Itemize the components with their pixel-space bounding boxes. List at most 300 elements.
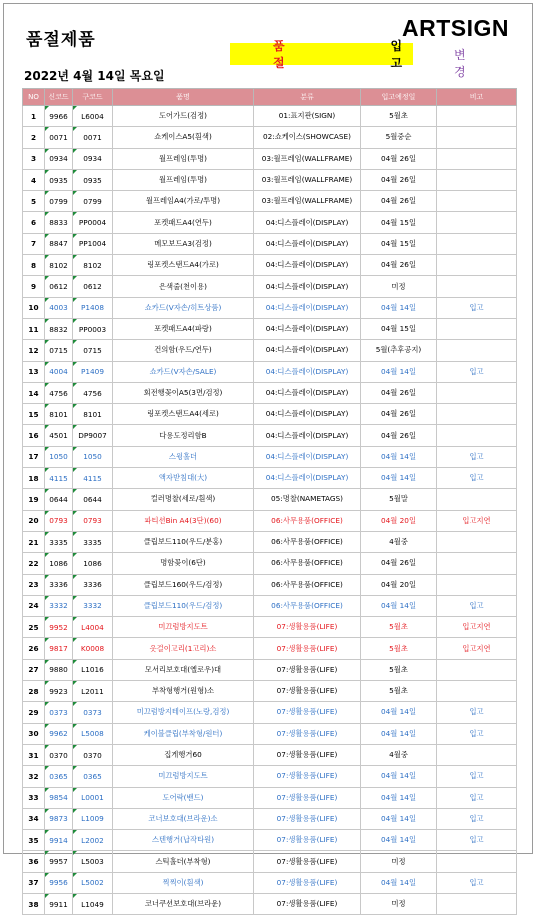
cell-no: 12: [23, 340, 45, 361]
cell-note: [437, 340, 517, 361]
cell-new-code: 0793: [45, 510, 73, 531]
cell-product-name: 다용도정리함B: [113, 425, 254, 446]
cell-old-code: K0008: [73, 638, 113, 659]
cell-note: [437, 489, 517, 510]
table-row: [23, 787, 517, 808]
cell-note: [437, 255, 517, 276]
cell-old-code: PP0003: [73, 318, 113, 339]
cell-product-name: 스틱홀더(부착형): [113, 851, 254, 872]
table-row: [23, 318, 517, 339]
cell-category: 01:표지판(SIGN): [254, 106, 361, 127]
table-row: [23, 489, 517, 510]
cell-old-code: 4115: [73, 468, 113, 489]
table-row: [23, 617, 517, 638]
cell-note: [437, 553, 517, 574]
cell-new-code: 0934: [45, 148, 73, 169]
cell-expected-date: 5월말: [361, 489, 437, 510]
cell-expected-date: 04월 26일: [361, 382, 437, 403]
cell-product-name: 스윙홀더: [113, 446, 254, 467]
cell-no: 20: [23, 510, 45, 531]
cell-category: 07:생활용품(LIFE): [254, 617, 361, 638]
table-row: [23, 744, 517, 765]
table-row: [23, 276, 517, 297]
cell-new-code: 9966: [45, 106, 73, 127]
table-row: [23, 127, 517, 148]
cell-product-name: 링포켓스탠드A4(가로): [113, 255, 254, 276]
cell-old-code: PP0004: [73, 212, 113, 233]
cell-expected-date: 미정: [361, 851, 437, 872]
cell-product-name: 포켓패드A4(파랑): [113, 318, 254, 339]
cell-new-code: 9956: [45, 872, 73, 893]
cell-note: 입고지연: [437, 638, 517, 659]
table-row: [23, 574, 517, 595]
cell-note: [437, 148, 517, 169]
legend-restocked: 입고: [390, 39, 403, 70]
cell-note: [437, 106, 517, 127]
cell-note: [437, 851, 517, 872]
cell-new-code: 9854: [45, 787, 73, 808]
cell-expected-date: 미정: [361, 893, 437, 914]
status-legend: [230, 39, 466, 79]
table-row: [23, 766, 517, 787]
table-header-row: [23, 89, 517, 106]
cell-note: [437, 425, 517, 446]
table-row: [23, 808, 517, 829]
cell-no: 31: [23, 744, 45, 765]
cell-old-code: 0715: [73, 340, 113, 361]
cell-product-name: 케이블클립(부착형/원터): [113, 723, 254, 744]
cell-new-code: 9873: [45, 808, 73, 829]
cell-category: 07:생활용품(LIFE): [254, 744, 361, 765]
cell-expected-date: 04월 14일: [361, 766, 437, 787]
table-row: [23, 659, 517, 680]
cell-new-code: 0071: [45, 127, 73, 148]
cell-product-name: 도어가드(검정): [113, 106, 254, 127]
cell-no: 2: [23, 127, 45, 148]
cell-old-code: L2002: [73, 830, 113, 851]
cell-new-code: 0365: [45, 766, 73, 787]
cell-no: 3: [23, 148, 45, 169]
cell-no: 1: [23, 106, 45, 127]
cell-old-code: 3336: [73, 574, 113, 595]
brand-logo: ARTSIGN: [402, 15, 509, 41]
cell-product-name: 월프레임(투명): [113, 169, 254, 190]
cell-old-code: P1408: [73, 297, 113, 318]
table-row: [23, 638, 517, 659]
cell-old-code: L1009: [73, 808, 113, 829]
cell-expected-date: 5월초: [361, 681, 437, 702]
cell-no: 9: [23, 276, 45, 297]
table-row: [23, 468, 517, 489]
cell-expected-date: 4월중: [361, 531, 437, 552]
cell-no: 19: [23, 489, 45, 510]
cell-no: 22: [23, 553, 45, 574]
cell-old-code: 3332: [73, 595, 113, 616]
cell-old-code: DP9007: [73, 425, 113, 446]
cell-category: 04:디스플레이(DISPLAY): [254, 425, 361, 446]
cell-old-code: 1050: [73, 446, 113, 467]
cell-no: 36: [23, 851, 45, 872]
table-row: [23, 510, 517, 531]
cell-old-code: L5003: [73, 851, 113, 872]
table-row: [23, 531, 517, 552]
cell-note: 입고: [437, 787, 517, 808]
cell-product-name: 코너쿠션보호대(브라운): [113, 893, 254, 914]
cell-old-code: L2011: [73, 681, 113, 702]
cell-expected-date: 04월 14일: [361, 808, 437, 829]
col-category: 분류: [254, 89, 361, 106]
cell-new-code: 3332: [45, 595, 73, 616]
cell-product-name: 집게행거60: [113, 744, 254, 765]
cell-category: 06:사무용품(OFFICE): [254, 595, 361, 616]
cell-note: [437, 744, 517, 765]
cell-product-name: 클립보드110(우드/검정): [113, 595, 254, 616]
cell-no: 25: [23, 617, 45, 638]
cell-no: 13: [23, 361, 45, 382]
cell-expected-date: 04월 14일: [361, 702, 437, 723]
cell-expected-date: 04월 14일: [361, 446, 437, 467]
out-of-stock-table: [22, 88, 517, 915]
cell-no: 26: [23, 638, 45, 659]
cell-new-code: 4003: [45, 297, 73, 318]
cell-category: 03:월프레임(WALLFRAME): [254, 148, 361, 169]
cell-no: 6: [23, 212, 45, 233]
cell-expected-date: 04월 15일: [361, 318, 437, 339]
cell-category: 07:생활용품(LIFE): [254, 872, 361, 893]
cell-new-code: 9911: [45, 893, 73, 914]
cell-old-code: 3335: [73, 531, 113, 552]
table-row: [23, 297, 517, 318]
cell-expected-date: 04월 26일: [361, 404, 437, 425]
col-expected-date: 입고예정일: [361, 89, 437, 106]
cell-product-name: 링포켓스탠드A4(세로): [113, 404, 254, 425]
cell-note: 입고: [437, 830, 517, 851]
table-row: [23, 191, 517, 212]
cell-product-name: 쇼카드(V자손/SALE): [113, 361, 254, 382]
table-row: [23, 830, 517, 851]
cell-product-name: 월프레임A4(가로/투명): [113, 191, 254, 212]
cell-note: 입고: [437, 446, 517, 467]
cell-no: 18: [23, 468, 45, 489]
cell-category: 07:생활용품(LIFE): [254, 851, 361, 872]
cell-category: 03:월프레임(WALLFRAME): [254, 169, 361, 190]
cell-no: 4: [23, 169, 45, 190]
cell-category: 06:사무용품(OFFICE): [254, 531, 361, 552]
cell-category: 06:사무용품(OFFICE): [254, 553, 361, 574]
cell-product-name: 코너보호대(브라운)소: [113, 808, 254, 829]
cell-expected-date: 04월 26일: [361, 169, 437, 190]
cell-expected-date: 4월중: [361, 744, 437, 765]
cell-note: [437, 681, 517, 702]
cell-old-code: L0001: [73, 787, 113, 808]
cell-no: 17: [23, 446, 45, 467]
cell-no: 38: [23, 893, 45, 914]
cell-old-code: 0644: [73, 489, 113, 510]
report-date: 2022년 4월 14일 목요일: [24, 69, 165, 83]
cell-category: 04:디스플레이(DISPLAY): [254, 340, 361, 361]
cell-category: 07:생활용품(LIFE): [254, 638, 361, 659]
cell-no: 10: [23, 297, 45, 318]
cell-product-name: 모서리보호대(옐로우)대: [113, 659, 254, 680]
cell-no: 23: [23, 574, 45, 595]
cell-expected-date: 04월 14일: [361, 361, 437, 382]
cell-new-code: 1086: [45, 553, 73, 574]
cell-expected-date: 5월(추후공지): [361, 340, 437, 361]
page-title: 품절제품: [26, 30, 96, 50]
table-row: [23, 361, 517, 382]
table-row: [23, 681, 517, 702]
cell-old-code: 0370: [73, 744, 113, 765]
cell-product-name: 찍찍이(흰색): [113, 872, 254, 893]
cell-new-code: 0373: [45, 702, 73, 723]
cell-product-name: 명함꽂이(6단): [113, 553, 254, 574]
legend-highlight: [230, 39, 413, 70]
cell-category: 04:디스플레이(DISPLAY): [254, 233, 361, 254]
cell-expected-date: 04월 14일: [361, 468, 437, 489]
cell-note: [437, 169, 517, 190]
cell-expected-date: 04월 20일: [361, 574, 437, 595]
cell-expected-date: 04월 26일: [361, 148, 437, 169]
cell-product-name: 클립보드110(우드/분홍): [113, 531, 254, 552]
table-row: [23, 553, 517, 574]
cell-product-name: 포켓패드A4(연두): [113, 212, 254, 233]
cell-category: 07:생활용품(LIFE): [254, 766, 361, 787]
cell-expected-date: 5월초: [361, 106, 437, 127]
cell-product-name: 스텐행거(납작타원): [113, 830, 254, 851]
cell-note: 입고: [437, 872, 517, 893]
cell-product-name: 건의함(우드/연두): [113, 340, 254, 361]
table-row: [23, 169, 517, 190]
cell-note: 입고지연: [437, 617, 517, 638]
cell-category: 07:생활용품(LIFE): [254, 808, 361, 829]
cell-new-code: 0799: [45, 191, 73, 212]
cell-new-code: 9952: [45, 617, 73, 638]
table-row: [23, 425, 517, 446]
cell-old-code: L1016: [73, 659, 113, 680]
cell-new-code: 9914: [45, 830, 73, 851]
cell-expected-date: 04월 15일: [361, 233, 437, 254]
cell-product-name: 은색줄(천이용): [113, 276, 254, 297]
cell-category: 04:디스플레이(DISPLAY): [254, 382, 361, 403]
cell-category: 04:디스플레이(DISPLAY): [254, 446, 361, 467]
cell-note: 입고: [437, 468, 517, 489]
cell-new-code: 3336: [45, 574, 73, 595]
cell-category: 03:월프레임(WALLFRAME): [254, 191, 361, 212]
col-old-code: 구코드: [73, 89, 113, 106]
cell-note: 입고지연: [437, 510, 517, 531]
cell-new-code: 9817: [45, 638, 73, 659]
cell-note: [437, 318, 517, 339]
cell-no: 32: [23, 766, 45, 787]
cell-product-name: 클립보드160(우드/검정): [113, 574, 254, 595]
cell-old-code: 0935: [73, 169, 113, 190]
table-row: [23, 255, 517, 276]
cell-category: 04:디스플레이(DISPLAY): [254, 468, 361, 489]
cell-new-code: 4004: [45, 361, 73, 382]
cell-old-code: 0793: [73, 510, 113, 531]
cell-expected-date: 04월 14일: [361, 595, 437, 616]
cell-category: 07:생활용품(LIFE): [254, 702, 361, 723]
cell-category: 04:디스플레이(DISPLAY): [254, 361, 361, 382]
table-row: [23, 893, 517, 914]
cell-expected-date: 5월중순: [361, 127, 437, 148]
table-row: [23, 382, 517, 403]
cell-no: 29: [23, 702, 45, 723]
cell-note: [437, 233, 517, 254]
cell-new-code: 0370: [45, 744, 73, 765]
cell-expected-date: 04월 14일: [361, 723, 437, 744]
cell-new-code: 4115: [45, 468, 73, 489]
cell-no: 35: [23, 830, 45, 851]
cell-product-name: 컬러명찰(세로/흰색): [113, 489, 254, 510]
cell-product-name: 미끄럼방지도트: [113, 617, 254, 638]
cell-old-code: L5002: [73, 872, 113, 893]
cell-old-code: PP1004: [73, 233, 113, 254]
cell-new-code: 8847: [45, 233, 73, 254]
cell-no: 34: [23, 808, 45, 829]
cell-expected-date: 04월 14일: [361, 787, 437, 808]
cell-new-code: 9957: [45, 851, 73, 872]
cell-no: 5: [23, 191, 45, 212]
cell-note: [437, 574, 517, 595]
cell-expected-date: 04월 15일: [361, 212, 437, 233]
cell-product-name: 도어락(밴드): [113, 787, 254, 808]
cell-new-code: 1050: [45, 446, 73, 467]
legend-changed: 변경: [454, 48, 466, 79]
cell-note: [437, 191, 517, 212]
cell-no: 14: [23, 382, 45, 403]
cell-old-code: L5008: [73, 723, 113, 744]
cell-category: 07:생활용품(LIFE): [254, 681, 361, 702]
cell-no: 28: [23, 681, 45, 702]
cell-old-code: 8101: [73, 404, 113, 425]
table-row: [23, 723, 517, 744]
cell-note: [437, 531, 517, 552]
cell-note: 입고: [437, 723, 517, 744]
col-no: NO: [23, 89, 45, 106]
cell-old-code: L1049: [73, 893, 113, 914]
cell-expected-date: 5월초: [361, 638, 437, 659]
cell-old-code: 0365: [73, 766, 113, 787]
cell-new-code: 9880: [45, 659, 73, 680]
col-note: 비고: [437, 89, 517, 106]
cell-note: [437, 404, 517, 425]
cell-category: 04:디스플레이(DISPLAY): [254, 276, 361, 297]
cell-note: 입고: [437, 766, 517, 787]
table-row: [23, 851, 517, 872]
cell-old-code: 4756: [73, 382, 113, 403]
cell-no: 16: [23, 425, 45, 446]
cell-new-code: 4756: [45, 382, 73, 403]
cell-category: 07:생활용품(LIFE): [254, 659, 361, 680]
cell-old-code: 8102: [73, 255, 113, 276]
cell-product-name: 액자받침대(大): [113, 468, 254, 489]
cell-new-code: 9923: [45, 681, 73, 702]
cell-note: [437, 276, 517, 297]
cell-category: 06:사무용품(OFFICE): [254, 510, 361, 531]
cell-old-code: 0071: [73, 127, 113, 148]
cell-no: 24: [23, 595, 45, 616]
cell-expected-date: 04월 26일: [361, 553, 437, 574]
table-row: [23, 212, 517, 233]
cell-category: 07:생활용품(LIFE): [254, 787, 361, 808]
cell-new-code: 9962: [45, 723, 73, 744]
cell-no: 33: [23, 787, 45, 808]
cell-new-code: 0935: [45, 169, 73, 190]
cell-category: 04:디스플레이(DISPLAY): [254, 297, 361, 318]
table-row: [23, 702, 517, 723]
cell-note: 입고: [437, 808, 517, 829]
cell-new-code: 0715: [45, 340, 73, 361]
col-product-name: 품명: [113, 89, 254, 106]
cell-old-code: L4004: [73, 617, 113, 638]
cell-product-name: 쇼카드(V자손/히트상품): [113, 297, 254, 318]
cell-product-name: 메모보드A3(검정): [113, 233, 254, 254]
col-new-code: 신코드: [45, 89, 73, 106]
table-row: [23, 446, 517, 467]
cell-old-code: 0799: [73, 191, 113, 212]
cell-new-code: 8832: [45, 318, 73, 339]
cell-no: 15: [23, 404, 45, 425]
cell-category: 07:생활용품(LIFE): [254, 830, 361, 851]
table-row: [23, 148, 517, 169]
cell-product-name: 부착형행거(원형)소: [113, 681, 254, 702]
cell-expected-date: 04월 14일: [361, 297, 437, 318]
cell-no: 11: [23, 318, 45, 339]
cell-category: 04:디스플레이(DISPLAY): [254, 212, 361, 233]
cell-expected-date: 04월 14일: [361, 872, 437, 893]
legend-out-of-stock: 품절: [273, 39, 285, 70]
cell-product-name: 월프레임(투명): [113, 148, 254, 169]
table-row: [23, 404, 517, 425]
cell-note: [437, 659, 517, 680]
cell-expected-date: 04월 26일: [361, 425, 437, 446]
cell-expected-date: 04월 26일: [361, 255, 437, 276]
cell-category: 06:사무용품(OFFICE): [254, 574, 361, 595]
cell-category: 07:생활용품(LIFE): [254, 893, 361, 914]
cell-no: 30: [23, 723, 45, 744]
cell-expected-date: 5월초: [361, 659, 437, 680]
cell-old-code: 1086: [73, 553, 113, 574]
cell-expected-date: 미정: [361, 276, 437, 297]
table-row: [23, 340, 517, 361]
cell-note: 입고: [437, 297, 517, 318]
cell-category: 05:명찰(NAMETAGS): [254, 489, 361, 510]
cell-no: 8: [23, 255, 45, 276]
cell-old-code: 0373: [73, 702, 113, 723]
cell-old-code: L6004: [73, 106, 113, 127]
cell-product-name: 미끄럼방지도트: [113, 766, 254, 787]
cell-old-code: P1409: [73, 361, 113, 382]
cell-no: 7: [23, 233, 45, 254]
cell-note: 입고: [437, 702, 517, 723]
cell-product-name: 파티션Bin A4(3단)(60): [113, 510, 254, 531]
cell-expected-date: 5월초: [361, 617, 437, 638]
cell-note: 입고: [437, 595, 517, 616]
cell-new-code: 4501: [45, 425, 73, 446]
cell-note: [437, 212, 517, 233]
cell-new-code: 8102: [45, 255, 73, 276]
cell-new-code: 3335: [45, 531, 73, 552]
table-row: [23, 106, 517, 127]
cell-expected-date: 04월 26일: [361, 191, 437, 212]
cell-category: 02:쇼케이스(SHOWCASE): [254, 127, 361, 148]
cell-new-code: 0644: [45, 489, 73, 510]
cell-expected-date: 04월 20일: [361, 510, 437, 531]
cell-expected-date: 04월 14일: [361, 830, 437, 851]
cell-new-code: 8101: [45, 404, 73, 425]
cell-note: [437, 127, 517, 148]
